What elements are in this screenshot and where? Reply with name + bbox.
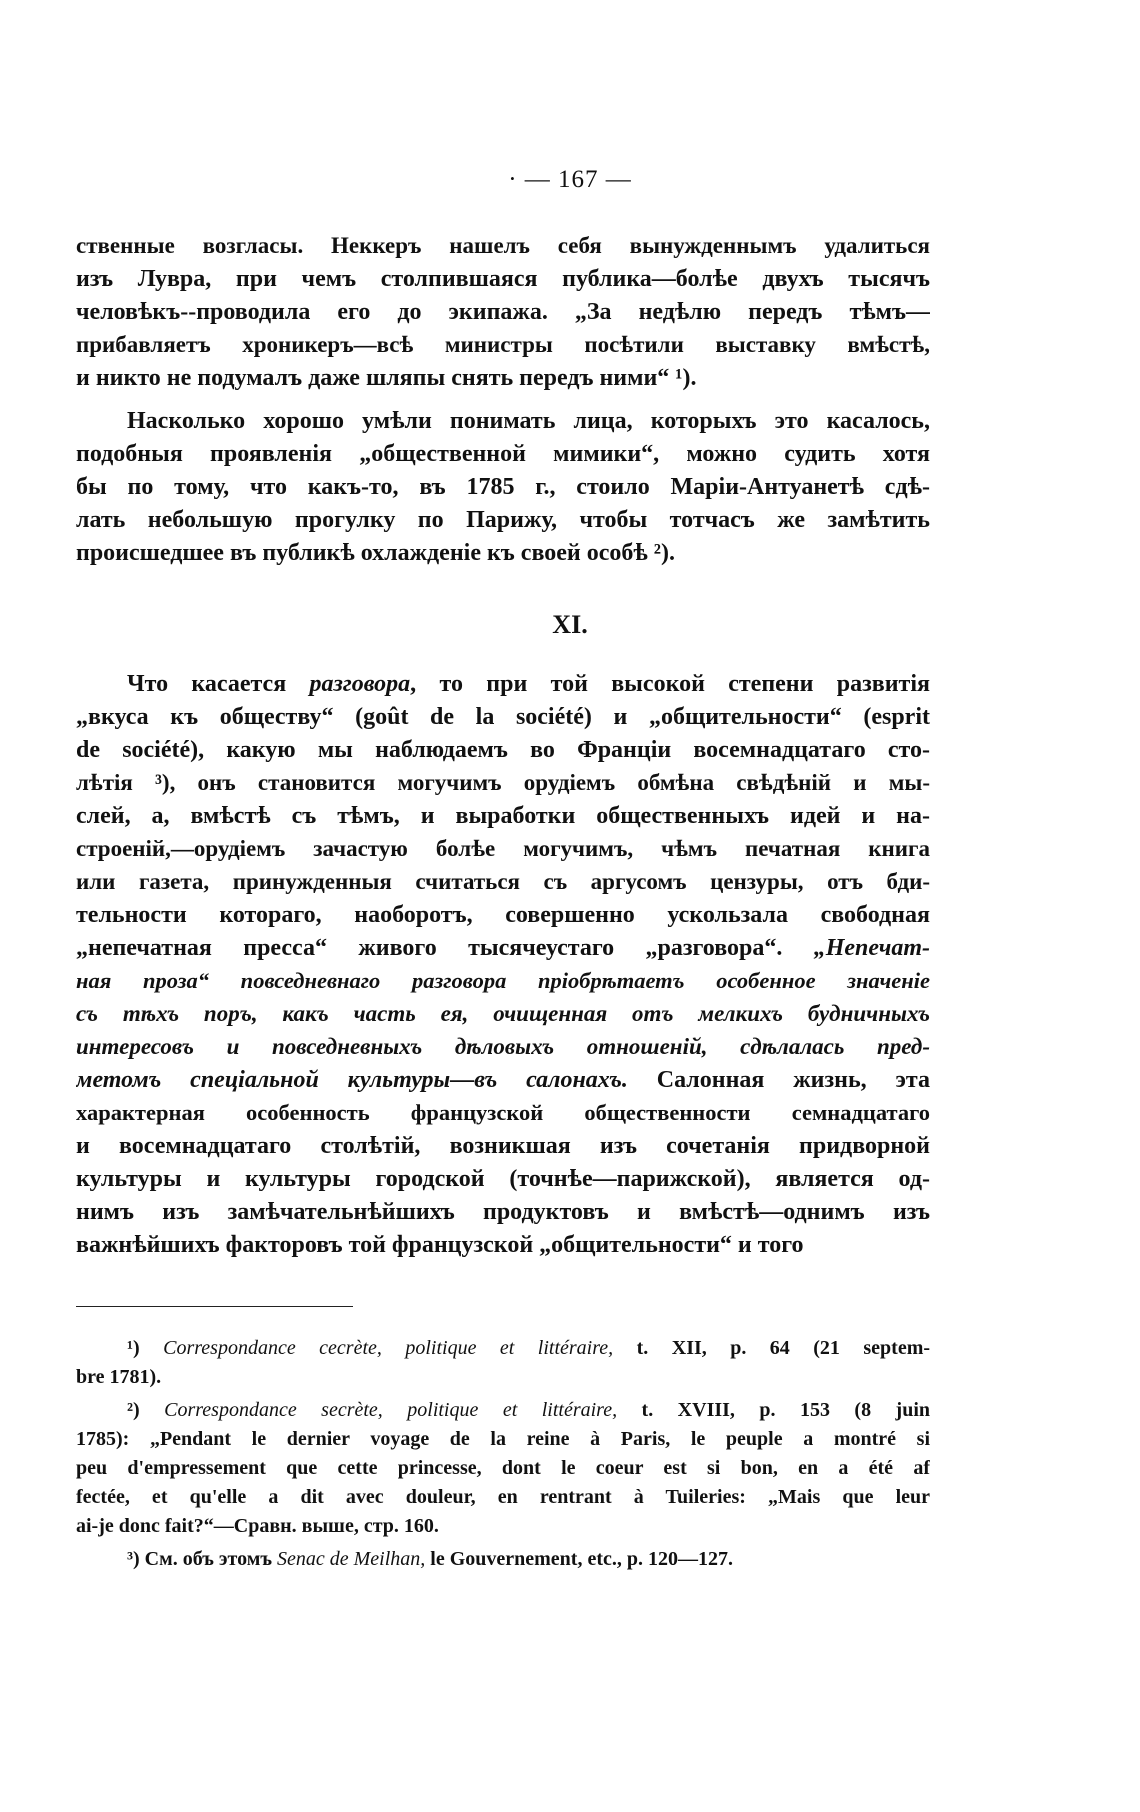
text-span: , то при той высокой степени развитія — [410, 671, 930, 697]
footnote-mark: ³) — [127, 1548, 140, 1570]
text-line: или газета, принужденныя считаться съ аргусомъ цензуры, отъ бди- — [76, 869, 930, 894]
text-line: характерная особенность французской общественности семнадцатаго — [76, 1100, 930, 1125]
text-line: бы по тому, что какъ-то, въ 1785 г., стоило Маріи-Антуанетѣ сдѣ- — [76, 474, 930, 500]
text-line: важнѣйшихъ факторовъ той французской „общительности“ и того — [76, 1232, 804, 1258]
footnote-line — [76, 1363, 930, 1392]
text-span: „непечатная пресса“ живого тысячеустаго „разговора“. — [76, 935, 814, 961]
footnote-title: Senac de Meilhan, — [277, 1548, 426, 1570]
text-line: человѣкъ--проводила его до экипажа. „За недѣлю передъ тѣмъ— — [76, 299, 930, 325]
footnote-text: fectée, et qu'elle a dit avec douleur, en rentrant à Tuileries: „Mais que leur — [76, 1486, 930, 1508]
footnote-text: bre 1781). — [76, 1366, 162, 1388]
footnote-line — [76, 1483, 930, 1512]
footnote-text: ai-je donc fait?“—Сравн. выше, стр. 160. — [76, 1515, 439, 1537]
footnote-mark: ¹) — [127, 1337, 140, 1359]
emphasis-span: разговора — [309, 671, 411, 697]
emphasis-span: метомъ спеціальной культуры—въ салонахъ. — [76, 1067, 628, 1093]
footnote-3 — [127, 1545, 930, 1574]
page-number: · — 167 — — [508, 166, 632, 193]
text-line: и никто не подумалъ даже шляпы снять передъ ними“ ¹). — [76, 365, 697, 391]
text-line: de société), какую мы наблюдаемъ во Франціи восемнадцатаго сто- — [76, 737, 930, 763]
footnote-text: 1785): „Pendant le dernier voyage de la reine à Paris, le peuple a montré si — [76, 1428, 930, 1450]
footnote-text: peu d'empressement que cette princesse, dont le coeur est si bon, en a été af — [76, 1457, 930, 1479]
text-line: и восемнадцатаго столѣтій, возникшая изъ сочетанія придворной — [76, 1133, 930, 1159]
section-heading: XI. — [552, 610, 588, 639]
text-line: лать небольшую прогулку по Парижу, чтобы тотчасъ же замѣтить — [76, 507, 930, 533]
footnote-text: t. XVIII, p. 153 (8 juin — [617, 1399, 930, 1421]
text-line: тельности котораго, наоборотъ, совершенно ускользала свободная — [76, 902, 930, 928]
text-line — [76, 965, 930, 997]
footnote-title: Correspondance cecrète, politique et littéraire, — [163, 1337, 614, 1359]
emphasis-span: интересовъ и повседневныхъ дѣловыхъ отношеній, сдѣлалась пред- — [76, 1034, 930, 1059]
text-line: нимъ изъ замѣчательнѣйшихъ продуктовъ и вмѣстѣ—однимъ изъ — [76, 1199, 930, 1225]
text-line: ственные возгласы. Неккеръ нашелъ себя вынужденнымъ удалиться — [76, 233, 930, 258]
text-line: культуры и культуры городской (точнѣе—парижской), является од- — [76, 1166, 930, 1192]
footnote-line — [76, 1425, 930, 1454]
emphasis-span: „Непечат- — [813, 935, 930, 961]
footnote-text: См. объ этомъ — [139, 1548, 277, 1570]
footnote-text: le Gouvernement, etc., p. 120—127. — [425, 1548, 734, 1570]
footnote-2 — [127, 1396, 930, 1425]
text-line — [76, 1031, 930, 1063]
text-line: „вкуса къ обществу“ (goût de la société) и „общительности“ (esprit — [76, 704, 930, 730]
text-line: слей, а, вмѣстѣ съ тѣмъ, и выработки общественныхъ идей и на- — [76, 803, 930, 829]
text-line: лѣтія ³), онъ становится могучимъ орудіемъ обмѣна свѣдѣній и мы- — [76, 770, 930, 795]
text-line: прибавляетъ хроникеръ—всѣ министры посѣтили выставку вмѣстѣ, — [76, 332, 930, 357]
footnote-mark: ²) — [127, 1399, 140, 1421]
text-span: Что касается — [127, 671, 310, 697]
footnote-text: t. XII, p. 64 (21 septem- — [613, 1337, 930, 1359]
text-span: Салонная жизнь, эта — [627, 1067, 930, 1093]
footnote-line — [76, 1512, 930, 1541]
footnote-rule — [76, 1306, 353, 1307]
text-line — [127, 668, 930, 700]
text-line — [76, 998, 930, 1030]
text-line: строеній,—орудіемъ зачастую болѣе могучимъ, чѣмъ печатная книга — [76, 836, 930, 861]
footnote-1 — [127, 1334, 930, 1363]
text-line — [76, 1064, 930, 1096]
emphasis-span: ная проза“ повседневнаго разговора пріобрѣтаетъ особенное значеніе — [76, 968, 930, 993]
footnote-title: Correspondance secrète, politique et littéraire, — [164, 1399, 618, 1421]
text-line — [76, 932, 930, 964]
text-line: изъ Лувра, при чемъ столпившаяся публика—болѣе двухъ тысячъ — [76, 266, 930, 292]
text-line: подобныя проявленія „общественной мимики“, можно судить хотя — [76, 441, 930, 467]
footnote-line — [76, 1454, 930, 1483]
emphasis-span: съ тѣхъ поръ, какъ часть ея, очищенная отъ мелкихъ будничныхъ — [76, 1001, 930, 1026]
text-line: происшедшее въ публикѣ охлажденіе къ своей особѣ ²). — [76, 540, 675, 566]
text-line: Насколько хорошо умѣли понимать лица, которыхъ это касалось, — [127, 408, 930, 434]
